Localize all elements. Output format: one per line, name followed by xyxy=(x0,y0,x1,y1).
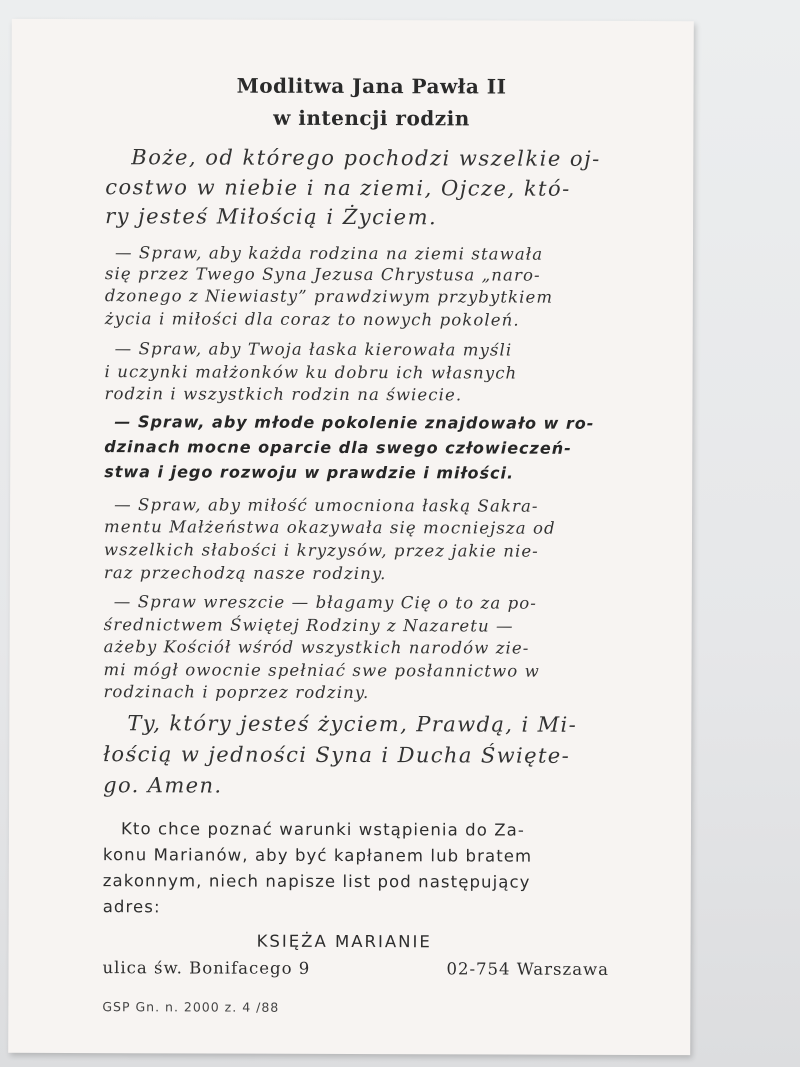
petition-line: ażeby Kościół wśród wszystkich narodów zie- xyxy=(103,637,530,658)
petition-line: średnictwem Świętej Rodziny z Nazaretu — xyxy=(103,615,514,636)
notice-line: adres: xyxy=(102,897,161,917)
petition-line: mi mógł owocnie spełniać swe posłannictwo w xyxy=(103,660,540,681)
prayer-card xyxy=(8,19,694,1055)
petition-line: rodzinach i poprzez rodziny. xyxy=(103,682,370,703)
petition-line: — Spraw, aby miłość umocniona łaską Sakra- xyxy=(114,495,539,516)
petition-line: dzonego z Niewiasty” prawdziwym przybytkiem xyxy=(104,286,554,307)
petition-line: — Spraw, aby każda rodzina na ziemi stawała xyxy=(114,243,544,264)
petition-line: i uczynki małżonków ku dobru ich własnych xyxy=(104,362,518,383)
address-street: ulica św. Bonifacego 9 xyxy=(102,958,311,978)
petition-line: — Spraw wreszcie — błagamy Cię o to za po- xyxy=(113,592,538,613)
closing-line: łością w jedności Syna i Ducha Święte- xyxy=(103,742,571,768)
card-title: Modlitwa Jana Pawła II xyxy=(236,73,507,99)
petition-line: stwa i jego rozwoju w prawdzie i miłości. xyxy=(104,462,515,483)
notice-line: Kto chce poznać warunki wstąpienia do Za- xyxy=(120,819,526,840)
invocation-line: ry jesteś Miłością i Życiem. xyxy=(105,204,438,230)
address-city: 02-754 Warszawa xyxy=(446,959,610,979)
petition-line: mentu Małżeństwa okazywała się mocniejsza od xyxy=(104,517,556,538)
petition-line: dzinach mocne oparcie dla swego człowieczeń- xyxy=(104,437,572,458)
petition-line: — Spraw, aby młode pokolenie znajdowało w ro- xyxy=(114,412,595,433)
printer-imprint: GSP Gn. n. 2000 z. 4 /88 xyxy=(102,999,280,1015)
petition-line: się przez Twego Syna Jezusa Chrystusa „naro- xyxy=(104,264,541,285)
petition-line: — Spraw, aby Twoja łaska kierowała myśli xyxy=(114,339,513,360)
invocation-line: costwo w niebie i na ziemi, Ojcze, któ- xyxy=(105,175,571,201)
address-name: KSIĘŻA MARIANIE xyxy=(256,931,432,952)
notice-line: zakonnym, niech napisze list pod następujący xyxy=(102,871,531,892)
closing-line: Ty, który jesteś życiem, Prawdą, i Mi- xyxy=(127,711,578,737)
closing-line: go. Amen. xyxy=(103,773,223,798)
invocation-line: Boże, od którego pochodzi wszelkie oj- xyxy=(131,145,601,171)
petition-line: życia i miłości dla coraz to nowych pokoleń. xyxy=(104,309,520,330)
petition-line: wszelkich słabości i kryzysów, przez jakie nie- xyxy=(103,540,539,561)
petition-line: rodzin i wszystkich rodzin na świecie. xyxy=(104,384,463,405)
notice-line: konu Marianów, aby być kapłanem lub bratem xyxy=(102,845,533,866)
card-subtitle: w intencji rodzin xyxy=(273,105,470,131)
petition-line: raz przechodzą nasze rodziny. xyxy=(103,563,387,584)
